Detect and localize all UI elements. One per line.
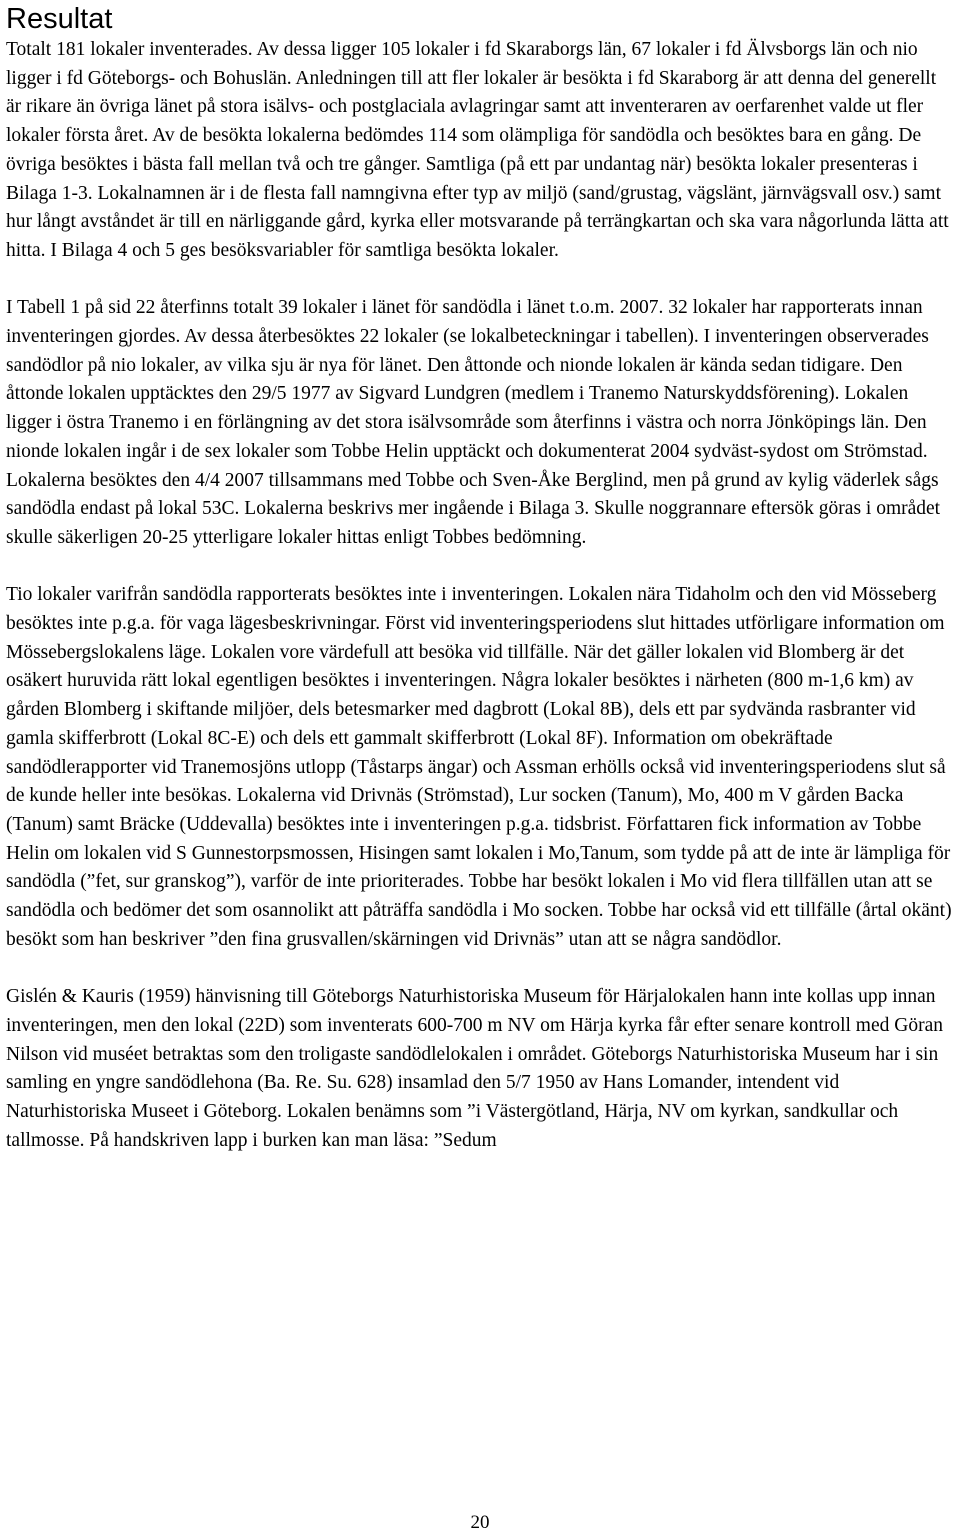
document-page (6, 0, 956, 1155)
page-number: 20 (470, 1512, 490, 1533)
section-heading: Resultat (6, 3, 113, 35)
paragraph-unvisited: Tio lokaler varifrån sandödla rapporterats besöktes inte i inventeringen. Lokalen nära Tidaholm och den vid Mösseberg besöktes inte p.g.a. för vaga lägesbeskrivningar. Först vid inventeringsperiodens slut hittades utförligare information om Mössebergslokalens läge. Lokalen vore värdefull att besöka vid tillfälle. När det gäller lokalen vid Blomberg är det osäkert huruvida rätt lokal egentligen besöktes i inventeringen. Några lokaler besöktes i närheten (800 m-1,6 km) av gården Blomberg i skiftande miljöer, dels betesmarker med dagbrott (Lokal 8B), dels ett par sydvända rasbranter vid gamla skifferbrott (Lokal 8C-E) och dels ett gammalt skifferbrott (Lokal 8F). Information om obekräftade sandödlerapporter vid Tranemosjöns utlopp (Tåstarps ängar) och Assman erhölls också vid inventeringsperiodens slut så de kunde heller inte besökas. Lokalerna vid Drivnäs (Strömstad), Lur socken (Tanum), Mo, 400 m V gården Backa (Tanum) samt Bräcke (Uddevalla) besöktes inte i inventeringen p.g.a. tidsbrist. Författaren fick information av Tobbe Helin om lokalen vid S Gunnestorpsmossen, Hisingen samt lokalen i Mo,Tanum, som tydde på att de inte är lämpliga för sandödla (”fet, sur granskog”), varför de inte prioriterades. Tobbe har besökt lokalen i Mo vid flera tillfällen utan att se sandödla och bedömer det som osannolikt att påträffa sandödla i Mo socken. Tobbe har också vid ett tillfälle (årtal okänt) besökt som han beskriver ”den fina grusvallen/skärningen vid Drivnäs” utan att se några sandödlor. (6, 584, 952, 950)
paragraph-tabell: I Tabell 1 på sid 22 återfinns totalt 39 lokaler i länet för sandödla i länet t.o.m. 2007. 32 lokaler har rapporterats innan inventeringen gjordes. Av dessa återbesöktes 22 lokaler (se lokalbeteckningar i tabellen). I inventeringen observerades sandödlor på nio lokaler, av vilka sju är nya för länet. Den åttonde och nionde lokalen är kända sedan tidigare. Den åttonde lokalen upptäcktes den 29/5 1977 av Sigvard Lundgren (medlem i Tranemo Naturskyddsförening). Lokalen ligger i östra Tranemo i en förlängning av det stora isälvsområde som återfinns i västra och norra Jönköpings län. Den nionde lokalen ingår i de sex lokaler som Tobbe Helin upptäckt och dokumenterat 2004 sydväst-sydost om Strömstad. Lokalerna besöktes den 4/4 2007 tillsammans med Tobbe och Sven-Åke Berglind, men på grund av kylig väderlek sågs sandödla endast på lokal 53C. Lokalerna beskrivs mer ingående i Bilaga 3. Skulle noggrannare eftersök göras i området skulle säkerligen 20-25 ytterligare lokaler hittas enligt Tobbes bedömning. (6, 297, 941, 548)
paragraph-overview: Totalt 181 lokaler inventerades. Av dessa ligger 105 lokaler i fd Skaraborgs län, 67 lokaler i fd Älvsborgs län och nio ligger i fd Göteborgs- och Bohuslän. Anledningen till att fler lokaler är besökta i fd Skaraborg är att denna del generellt är rikare än övriga länet på stora isälvs- och postglaciala avlagringar samt att inventeraren av oerfarenhet valde ut fler lokaler första året. Av de besökta lokalerna bedömdes 114 som olämpliga för sandödla och besöktes bara en gång. De övriga besöktes i bästa fall mellan två och tre gånger. Samtliga (på ett par undantag när) besökta lokaler presenteras i Bilaga 1-3. Lokalnamnen är i de flesta fall namngivna efter typ av miljö (sand/grustag, vägslänt, järnvägsvall osv.) samt hur långt avståndet är till en närliggande gård, kyrka eller motsvarande på terrängkartan och ska vara någorlunda lätta att hitta. I Bilaga 4 och 5 ges besöksvariabler för samtliga besökta lokaler. (6, 39, 949, 261)
paragraph-harja: Gislén & Kauris (1959) hänvisning till Göteborgs Naturhistoriska Museum för Härjalokalen hann inte kollas upp innan inventeringen, men den lokal (22D) som inventerats 600-700 m NV om Härja kyrka får efter senare kontroll med Göran Nilson vid muséet betraktas som den troligaste sandödlelokalen i området. Göteborgs Naturhistoriska Museum har i sin samling en yngre sandödlehona (Ba. Re. Su. 628) insamlad den 5/7 1950 av Hans Lomander, intendent vid Naturhistoriska Museet i Göteborg. Lokalen benämns som ”i Västergötland, Härja, NV om kyrkan, sandkullar och tallmosse. På handskriven lapp i burken kan man läsa: ”Sedum (6, 986, 943, 1151)
